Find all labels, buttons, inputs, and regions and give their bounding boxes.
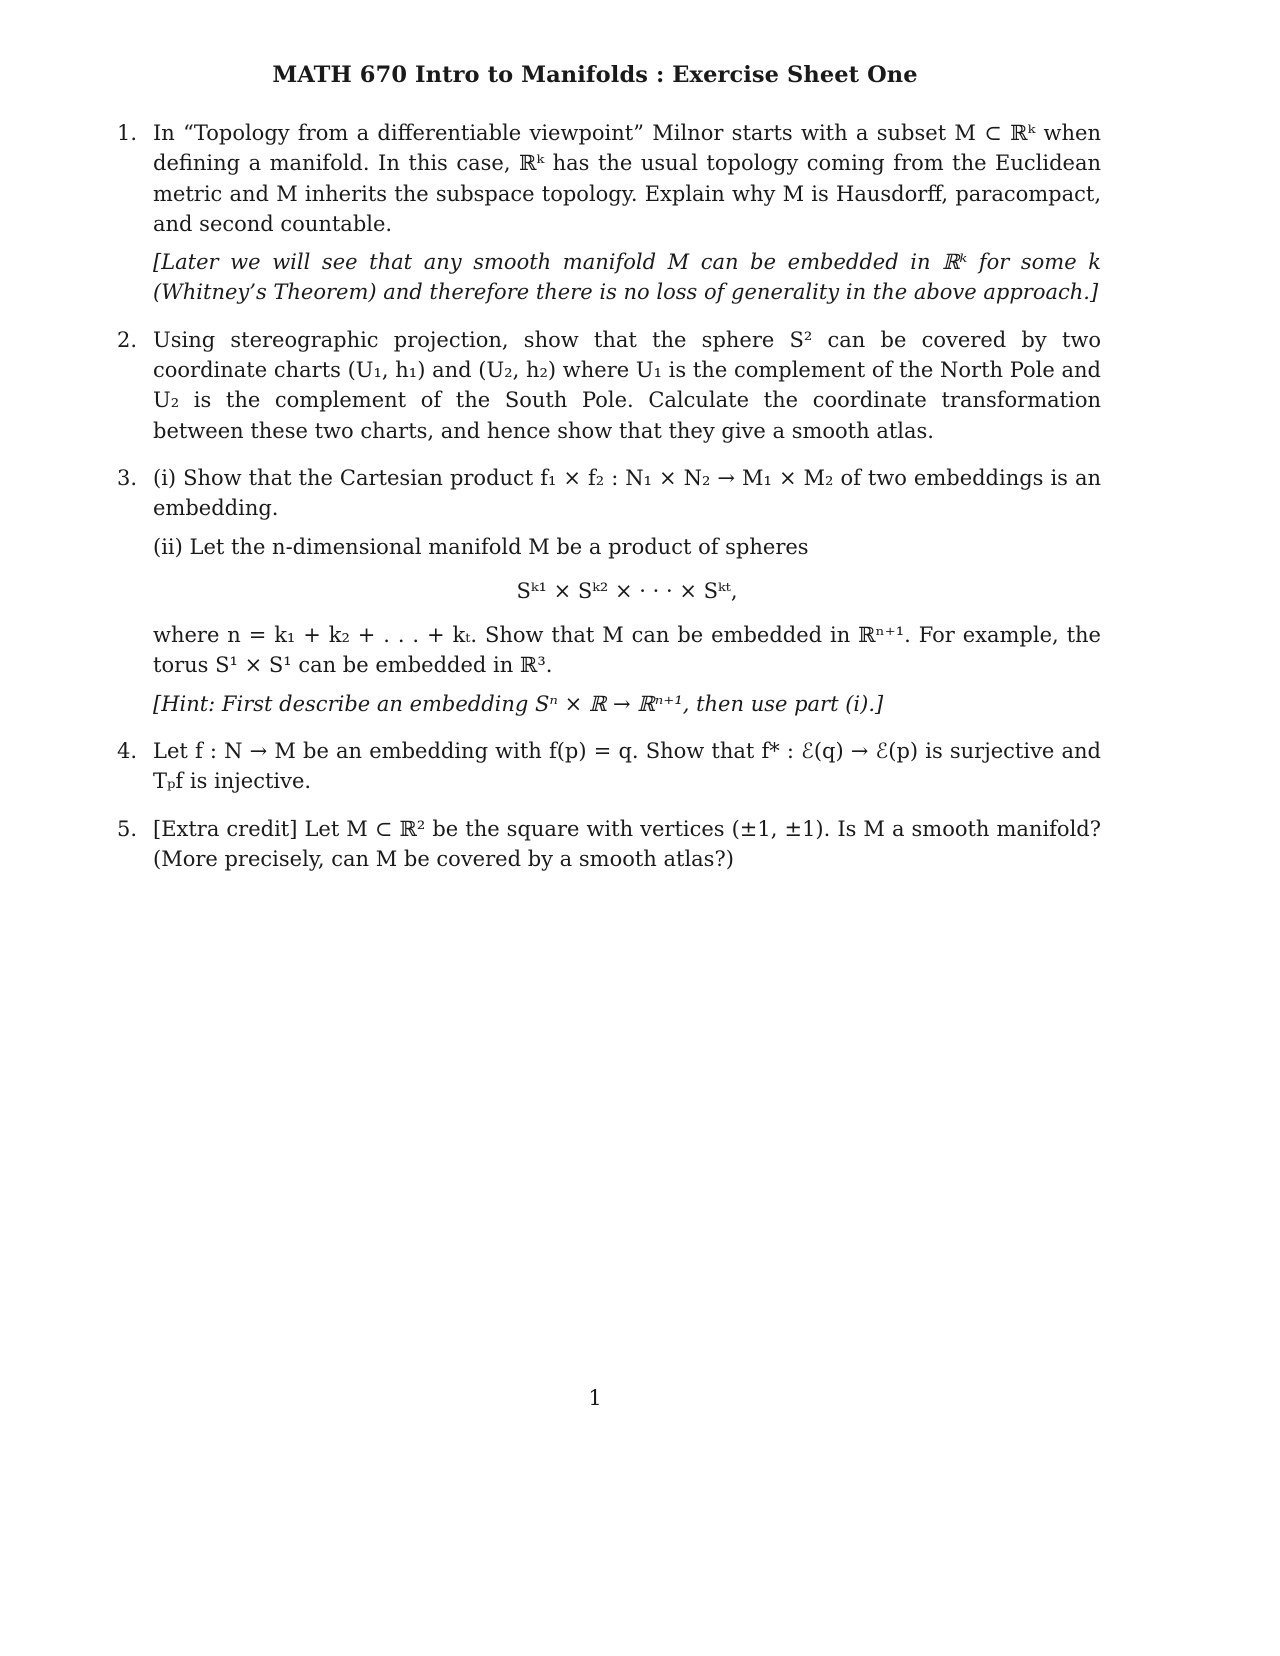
page-number: 1 — [588, 1386, 602, 1410]
exercise-continuation: where n = k₁ + k₂ + . . . + kₜ. Show that M can be embedded in ℝⁿ⁺¹. For example, the torus S¹ × S¹ can be embedded in ℝ³. — [153, 623, 1101, 678]
exercise-3 — [117, 463, 1101, 719]
exercise-text: [Extra credit] Let M ⊂ ℝ² be the square with vertices (±1, ±1). Is M a smooth manifold? (More precisely, can M be covered by a smooth atlas?) — [153, 816, 1101, 871]
exercise-hint: [Hint: First describe an embedding Sⁿ × ℝ → ℝⁿ⁺¹, then use part (i).] — [153, 691, 884, 716]
display-equation: Sᵏ¹ × Sᵏ² × · · · × Sᵏᵗ, — [516, 578, 738, 603]
exercise-number: 2. — [117, 327, 138, 352]
exercise-1 — [117, 118, 1101, 308]
exercise-note: [Later we will see that any smooth manifold M can be embedded in ℝᵏ for some k (Whitney’s Theorem) and therefore there is no loss of generality in the above approach.] — [153, 250, 1101, 305]
exercise-number: 4. — [117, 739, 138, 764]
exercise-number: 3. — [117, 465, 138, 490]
exercise-4 — [117, 736, 1101, 797]
exercise-list — [117, 118, 1101, 891]
exercise-number: 5. — [117, 816, 138, 841]
exercise-part-i: (i) Show that the Cartesian product f₁ × f₂ : N₁ × N₂ → M₁ × M₂ of two embeddings is an embedding. — [153, 465, 1101, 521]
exercise-5 — [117, 814, 1101, 875]
exercise-2 — [117, 325, 1101, 446]
exercise-text: Using stereographic projection, show that the sphere S² can be covered by two coordinate charts (U₁, h₁) and (U₂, h₂) where U₁ is the complement of the North Pole and U₂ is the complement of the South Pole. Calculate the coordinate transformation between these two charts, and hence show that they give a smooth atlas. — [153, 327, 1101, 443]
page-title: MATH 670 Intro to Manifolds : Exercise Sheet One — [272, 62, 918, 88]
exercise-text: In “Topology from a differentiable viewpoint” Milnor starts with a subset M ⊂ ℝᵏ when defining a manifold. In this case, ℝᵏ has the usual topology coming from the Euclidean metric and M inherits the subspace topology. Explain why M is Hausdorff, paracompact, and second countable. — [153, 121, 1101, 236]
exercise-number: 1. — [117, 121, 138, 145]
exercise-part-ii: (ii) Let the n-dimensional manifold M be a product of spheres — [153, 534, 809, 559]
exercise-text: Let f : N → M be an embedding with f(p) = q. Show that f* : ℰ(q) → ℰ(p) is surjective and Tₚf is injective. — [153, 739, 1101, 794]
